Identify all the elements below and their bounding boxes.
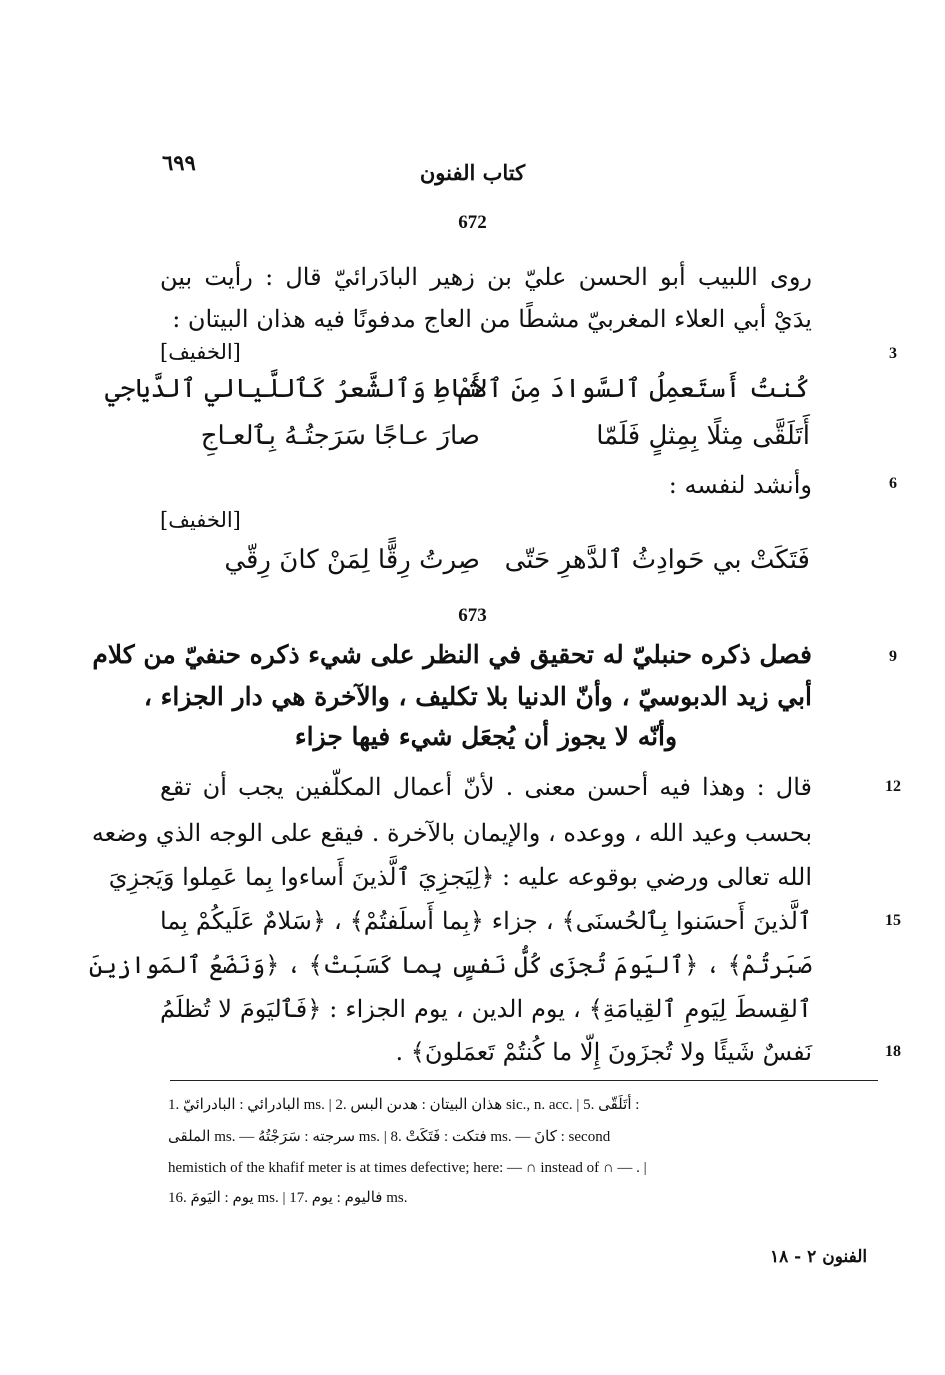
running-title: كتاب الفنون xyxy=(419,160,526,185)
section-number-673: 673 xyxy=(458,605,487,626)
body-line-4: ٱلَّذينَ أَحسَنوا بِٱلحُسنَى﴾ ، جزاء ﴿بِما أَسلَفتُمْ﴾ ، ﴿سَلامٌ عَلَيكُمْ بِما xyxy=(160,907,812,935)
footnote-line-4: 16. يوم : اليَومَ ms. | 17. فاليوم : يوم ms. xyxy=(168,1190,408,1206)
body-line-7: نَفسٌ شَيئًا ولا تُجزَونَ إِلّا ما كُنتُمْ تَعمَلونَ﴾ . xyxy=(395,1038,812,1066)
footnote-line-3: hemistich of the khafif meter is at times defective; here: — ∩ instead of ∩ — . | xyxy=(168,1160,647,1176)
verse-3-second-hemistich: صِرتُ رِقًّا لِمَنْ كانَ رِقّي xyxy=(224,545,480,575)
prose-line-1: روى اللبيب أبو الحسن عليّ بن زهير البادَرائيّ قال : رأيت بين xyxy=(160,263,813,291)
section-heading-line-3: وأنّه لا يجوز أن يُجعَل شيء فيها جزاء xyxy=(294,722,678,751)
body-line-1: قال : وهذا فيه أحسن معنى . لأنّ أعمال المكلّفين يجب أن تقع xyxy=(160,773,812,801)
verse-1-second-hemistich: شاطِ وَٱلشَّعرُ كَٱللَّيالي ٱلدَّياجي xyxy=(104,374,480,404)
body-line-5: صَبَرتُمْ﴾ ، ﴿ٱليَومَ تُجزَى كُلُّ نَفسٍ بِما كَسَبَتْ﴾ ، ﴿وَنَضَعُ ٱلمَوازينَ xyxy=(88,951,812,979)
body-line-2: بحسب وعيد الله ، ووعده ، والإيمان بالآخرة . فيقع على الوجه الذي وضعه xyxy=(91,819,812,847)
prose-recited: وأنشد لنفسه : xyxy=(668,471,812,499)
footnote-divider xyxy=(170,1080,878,1081)
line-number-18: 18 xyxy=(885,1043,901,1060)
verse-2-second-hemistich: صارَ عـاجًا سَرَجتُـهُ بِٱلعـاجِ xyxy=(200,421,480,451)
meter-label-2: [الخفيف] xyxy=(160,508,241,532)
line-number-6: 6 xyxy=(889,475,897,492)
body-line-6: ٱلقِسطَ لِيَومِ ٱلقِيامَةِ﴾ ، يوم الدين ، يوم الجزاء : ﴿فَٱليَومَ لا تُظلَمُ xyxy=(160,995,812,1023)
section-number-672: 672 xyxy=(458,212,487,233)
prose-line-2: يدَيْ أبي العلاء المغربيّ مشطًا من العاج مدفونًا فيه هذان البيتان : xyxy=(172,305,812,333)
footnote-line-2: الملقى ms. — سرجته : سَرَجْتُهُ ms. | 8. فتكت : فَتَكَتْ ms. — كانَ : second xyxy=(168,1129,611,1145)
line-number-3: 3 xyxy=(889,345,897,362)
body-line-3: الله تعالى ورضي بوقوعه عليه : ﴿لِيَجزِيَ ٱلَّذينَ أَساءوا بِما عَمِلوا وَيَجزِيَ xyxy=(108,863,812,891)
line-number-12: 12 xyxy=(885,778,901,795)
section-heading-line-2: أبي زيد الدبوسيّ ، وأنّ الدنيا بلا تكليف ، والآخرة هي دار الجزاء ، xyxy=(143,682,812,711)
signature-mark: الفنون ٢ - ١٨ xyxy=(770,1247,868,1267)
page-number: ٦٩٩ xyxy=(162,150,196,175)
verse-1-first-hemistich: كُنتُ أَستَعمِلُ ٱلسَّوادَ مِنَ ٱلأَمْ xyxy=(457,374,810,404)
line-number-15: 15 xyxy=(885,912,901,929)
footnote-line-1: 1. البادرائي : البادرائيّ ms. | 2. هذان البيتان : هدىن البس sic., n. acc. | 5. أتَلَقّى : xyxy=(168,1097,640,1113)
meter-label-1: [الخفيف] xyxy=(160,340,241,364)
section-heading-line-1: فصل ذكره حنبليّ له تحقيق في النظر على شيء ذكره حنفيّ من كلام xyxy=(92,640,812,669)
verse-3-first-hemistich: فَتَكَتْ بي حَوادِثُ ٱلدَّهرِ حَتّى xyxy=(504,545,810,575)
line-number-9: 9 xyxy=(889,648,897,665)
verse-2-first-hemistich: أَتَلَقَّى مِثلًا بِمِثلٍ فَلَمّا xyxy=(596,421,810,451)
